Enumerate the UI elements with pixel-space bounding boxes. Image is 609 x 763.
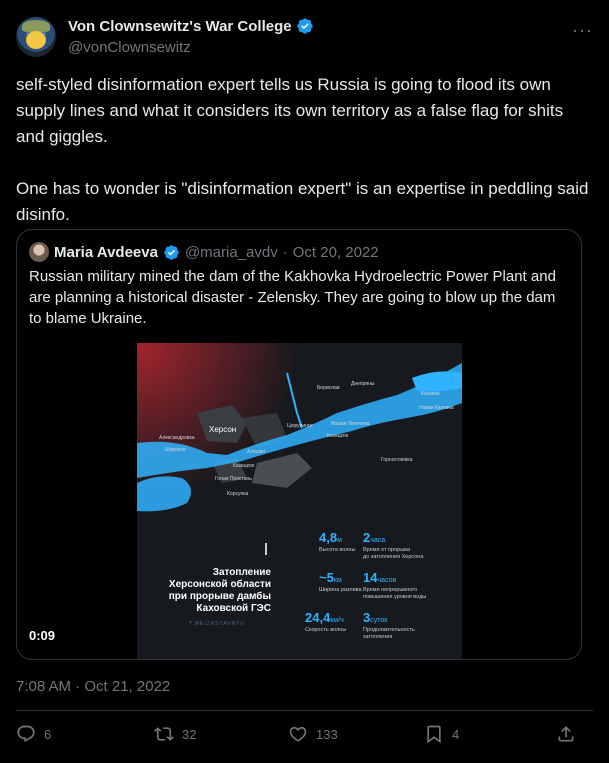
stat-label: Время от прорыва до затопления Херсона — [363, 547, 424, 560]
author-handle[interactable]: @vonClownsewitz — [68, 39, 191, 56]
quoted-display-name[interactable]: Maria Avdeeva — [54, 243, 158, 261]
map-place-label: Корсунка — [227, 491, 249, 497]
divider — [16, 710, 593, 711]
map-place-label: Новая Каховка — [419, 405, 454, 411]
video-player[interactable] — [137, 343, 462, 660]
reply-button[interactable] — [16, 724, 51, 744]
tweet-timestamp[interactable]: 7:08 AM · Oct 21, 2022 — [16, 678, 171, 695]
retweet-button[interactable] — [154, 724, 196, 744]
map-place-label: Каховка — [421, 391, 440, 397]
like-count: 133 — [316, 726, 338, 742]
map-place-label: Казацкое — [233, 463, 255, 469]
stat-value: 4,8 — [319, 530, 338, 545]
share-icon — [556, 724, 576, 744]
stat-rise-time — [363, 569, 426, 601]
bookmark-count: 4 — [452, 726, 460, 742]
author-display-name[interactable]: Von Clownsewitz's War College — [68, 17, 292, 35]
stat-value: 2 — [363, 530, 371, 545]
quoted-verified-badge-icon — [163, 244, 180, 261]
stat-unit: м — [337, 537, 342, 544]
stat-unit: км/ч — [330, 617, 344, 624]
quoted-date[interactable]: Oct 20, 2022 — [292, 243, 379, 261]
video-duration: 0:09 — [29, 628, 56, 643]
stat-unit: часа — [370, 537, 386, 544]
tweet-text: self-styled disinformation expert tells us Russia is going to flood its own supply lines and what it considers its own territory as a false flag for shits and giggles. One has to wonder is "disinformation expert" is an expertise in peddling said disinfo. — [16, 75, 589, 224]
action-bar — [16, 724, 593, 750]
map-place-label: Горностаевка — [381, 457, 413, 463]
map-place-label: Малая Лепетиха — [331, 421, 370, 427]
stat-wave-height — [319, 529, 355, 554]
stat-label: Продолжительность затопления — [363, 627, 415, 640]
quoted-separator: · — [282, 243, 288, 261]
map-city-label: Херсон — [209, 425, 237, 434]
share-button[interactable] — [556, 724, 576, 744]
more-options-icon[interactable]: ··· — [572, 20, 593, 40]
bookmark-icon — [424, 724, 444, 744]
stat-label: Высота волны — [319, 547, 356, 553]
quoted-text: Russian military mined the dam of the Kakhovka Hydroelectric Power Plant and are planning a historical disaster - Zelensky. They are going to blow up the dam to blame Ukraine. — [29, 268, 556, 327]
map-place-label: Алешки — [247, 449, 266, 455]
stat-wave-speed — [305, 609, 346, 634]
map-place-label: Александровка — [159, 435, 195, 441]
retweet-count: 32 — [182, 726, 197, 742]
infographic-source: T.ME/ZASTAVNYII — [189, 621, 246, 627]
quoted-header — [29, 242, 379, 262]
stat-value: 24,4 — [305, 610, 331, 625]
verified-badge-icon — [296, 17, 314, 35]
stat-label: Ширина разлива — [319, 587, 362, 593]
author-avatar[interactable] — [16, 17, 56, 57]
retweet-icon — [154, 724, 174, 744]
stat-value: 3 — [363, 610, 371, 625]
map-place-label: Цюрупинск — [287, 423, 313, 429]
stat-value: ~5 — [319, 570, 334, 585]
infographic-title: Затопление Херсонской области при прорыве дамбы Каховской ГЭС — [168, 567, 271, 614]
map-place-label: Козацкое — [327, 433, 349, 439]
tweet-header — [16, 12, 593, 62]
reply-count: 6 — [44, 726, 52, 742]
map-place-label: Широкое — [165, 447, 186, 453]
stat-time-to-flood — [363, 529, 423, 561]
author-name-row[interactable] — [68, 17, 314, 35]
stat-duration — [363, 609, 415, 641]
heart-icon — [288, 724, 308, 744]
like-button[interactable] — [288, 724, 338, 744]
quoted-handle[interactable]: @maria_avdv — [184, 243, 278, 261]
map-place-label: Днепряны — [351, 381, 375, 387]
reply-icon — [16, 724, 36, 744]
quoted-avatar[interactable] — [29, 242, 49, 262]
stat-unit: суток — [370, 617, 388, 624]
map-place-label: Голая Пристань — [215, 476, 252, 482]
stat-label: Время непрерывного повышения уровня воды — [363, 587, 427, 600]
avatar-face — [26, 31, 46, 49]
stat-unit: часов — [377, 577, 397, 584]
bookmark-button[interactable] — [424, 724, 459, 744]
stat-unit: км — [333, 577, 342, 584]
stat-flood-width — [319, 569, 362, 594]
stat-label: Скорость волны — [305, 627, 347, 633]
stat-value: 14 — [363, 570, 378, 585]
quoted-tweet[interactable] — [16, 229, 582, 660]
map-place-label: Берислав — [317, 385, 340, 391]
